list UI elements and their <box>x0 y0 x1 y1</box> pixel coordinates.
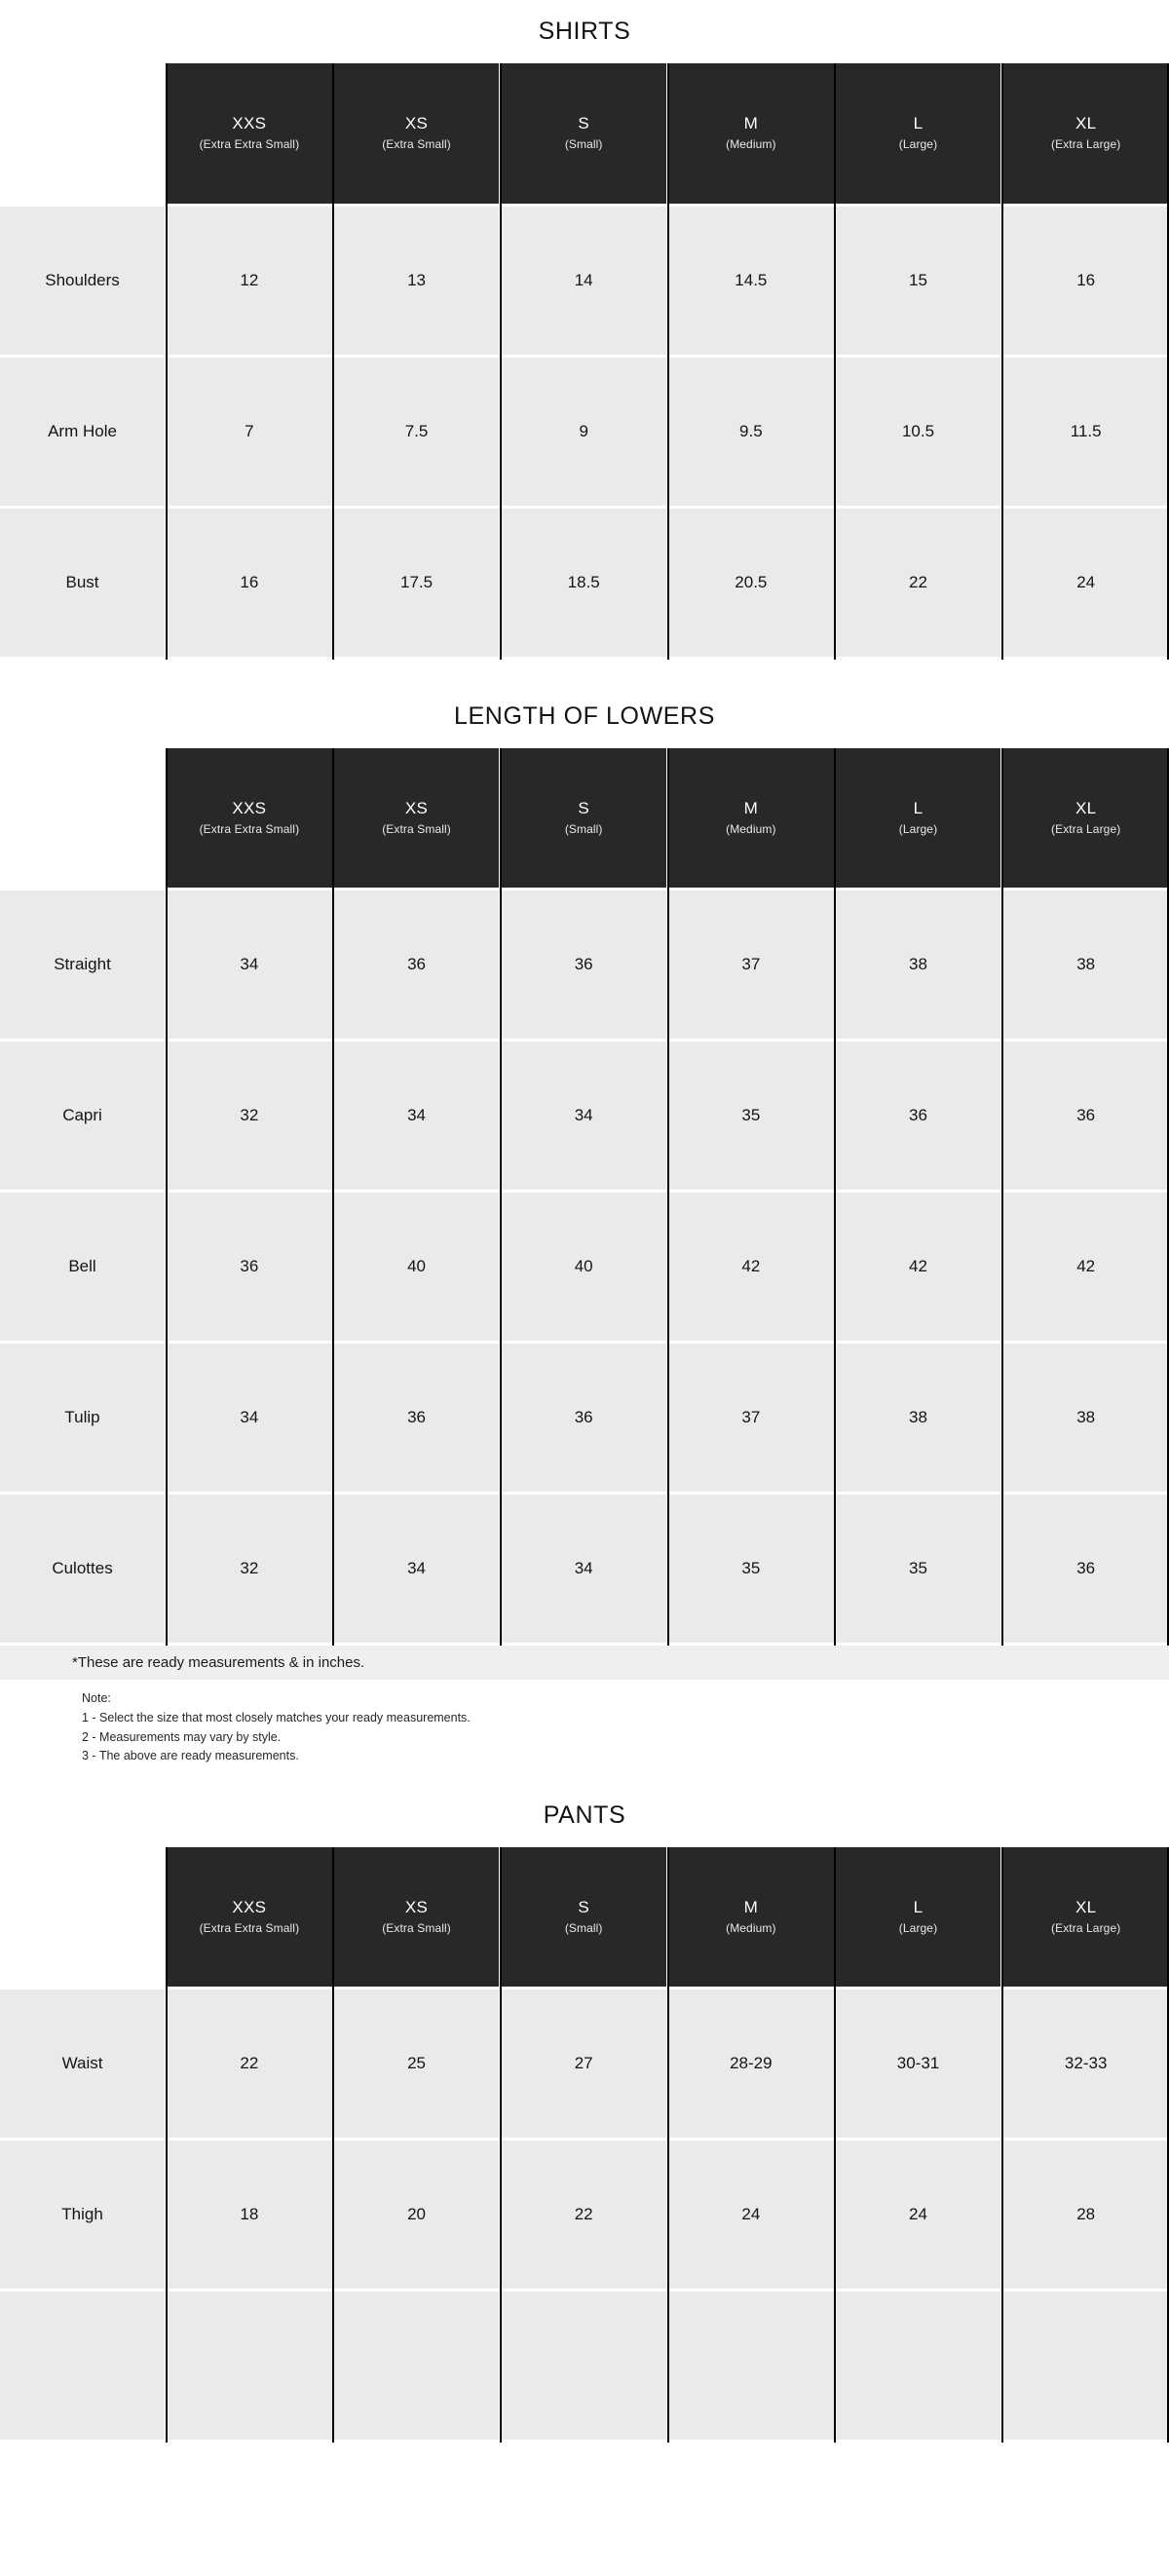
section-length-of-lowers <box>0 702 1169 1647</box>
cell-value: 28 <box>1001 2140 1169 2291</box>
size-full: (Medium) <box>726 1920 776 1935</box>
table-header-shirts <box>0 63 1169 205</box>
cell-value: 34 <box>500 1041 667 1192</box>
section-pants <box>0 1801 1169 2443</box>
table-corner-cell <box>0 1847 166 1989</box>
cell-value: 32-33 <box>1001 1989 1169 2140</box>
cell-value: 38 <box>835 1343 1002 1494</box>
cell-value: 34 <box>500 1494 667 1645</box>
table-row <box>0 205 1169 356</box>
size-full: (Extra Small) <box>382 1920 451 1935</box>
table-row <box>0 1989 1169 2140</box>
size-full: (Extra Extra Small) <box>199 821 300 836</box>
table-row <box>0 356 1169 507</box>
size-full: (Medium) <box>726 821 776 836</box>
table-header-row <box>0 63 1169 205</box>
cell-value: 36 <box>333 1343 501 1494</box>
row-label: Arm Hole <box>0 356 166 507</box>
notes-block <box>0 1680 1169 1766</box>
cell-value: 27 <box>500 1989 667 2140</box>
size-table-pants <box>0 1847 1169 2443</box>
table-wrapper-length-of-lowers <box>0 748 1169 1647</box>
cell-value: 36 <box>835 1041 1002 1192</box>
size-full: (Extra Extra Small) <box>199 137 300 152</box>
cell-value: 36 <box>333 890 501 1041</box>
cell-value: 24 <box>835 2140 1002 2291</box>
cell-value: 34 <box>333 1494 501 1645</box>
row-label: Bell <box>0 1192 166 1343</box>
row-label: Bust <box>0 507 166 658</box>
size-full: (Medium) <box>726 137 776 152</box>
cell-value: 37 <box>667 1343 835 1494</box>
note-line-3: 3 - The above are ready measurements. <box>82 1749 299 1763</box>
size-full: (Small) <box>564 137 603 152</box>
size-header-m <box>667 63 835 205</box>
size-header-l <box>835 1847 1002 1989</box>
size-abbr: XS <box>404 798 429 817</box>
row-label: Culottes <box>0 1494 166 1645</box>
cell-value: 38 <box>1001 1343 1169 1494</box>
cell-value: 34 <box>166 890 333 1041</box>
row-label: Thigh <box>0 2140 166 2291</box>
cell-value: 40 <box>333 1192 501 1343</box>
cell-value: 35 <box>667 1041 835 1192</box>
cell-value: 24 <box>1001 507 1169 658</box>
cell-value: 42 <box>1001 1192 1169 1343</box>
table-header-length-of-lowers <box>0 748 1169 890</box>
size-header-xs <box>333 748 501 890</box>
note-line-2: 2 - Measurements may vary by style. <box>82 1729 282 1744</box>
cell-value: 32 <box>166 1494 333 1645</box>
size-abbr: XXS <box>232 798 267 817</box>
size-abbr: XXS <box>232 114 267 133</box>
size-header-s <box>500 748 667 890</box>
cell-value: 42 <box>835 1192 1002 1343</box>
size-full: (Extra Small) <box>382 137 451 152</box>
size-abbr: S <box>578 1897 589 1916</box>
size-table-shirts <box>0 63 1169 660</box>
cell-value: 36 <box>1001 1494 1169 1645</box>
section-title-pants: PANTS <box>543 1800 626 1829</box>
cell-value: 14 <box>500 205 667 356</box>
size-table-length-of-lowers <box>0 748 1169 1647</box>
size-header-xl <box>1001 63 1169 205</box>
size-full: (Large) <box>898 821 938 836</box>
cell-value: 9.5 <box>667 356 835 507</box>
size-full: (Small) <box>564 1920 603 1935</box>
cell-value: 35 <box>667 1494 835 1645</box>
cell-value: 36 <box>166 1192 333 1343</box>
table-corner-cell <box>0 748 166 890</box>
cell-value: 15 <box>835 205 1002 356</box>
cell-value: 7 <box>166 356 333 507</box>
section-shirts <box>0 18 1169 660</box>
size-header-m <box>667 748 835 890</box>
table-row <box>0 1041 1169 1192</box>
cell-value: 28-29 <box>667 1989 835 2140</box>
section-title-shirts: SHIRTS <box>538 18 631 45</box>
size-header-xxs <box>166 1847 333 1989</box>
cell-value: 10.5 <box>835 356 1002 507</box>
size-header-s <box>500 63 667 205</box>
table-header-row <box>0 1847 1169 1989</box>
cell-value: 32 <box>166 1041 333 1192</box>
row-label: Shoulders <box>0 205 166 356</box>
table-body-pants <box>0 1989 1169 2442</box>
cell-value: 24 <box>667 2140 835 2291</box>
cell-value: 38 <box>835 890 1002 1041</box>
size-header-xs <box>333 1847 501 1989</box>
cell-value: 22 <box>835 507 1002 658</box>
cell-value: 42 <box>667 1192 835 1343</box>
notes-heading: Note: <box>82 1691 111 1705</box>
table-body-length-of-lowers <box>0 890 1169 1645</box>
size-full: (Extra Large) <box>1051 821 1121 836</box>
cell-value: 34 <box>333 1041 501 1192</box>
table-row <box>0 890 1169 1041</box>
table-row <box>0 1343 1169 1494</box>
size-header-l <box>835 748 1002 890</box>
section-title-length-of-lowers: LENGTH OF LOWERS <box>454 701 715 730</box>
table-header-pants <box>0 1847 1169 1989</box>
size-abbr: XL <box>1075 114 1097 133</box>
cell-value: 22 <box>500 2140 667 2291</box>
table-header-row <box>0 748 1169 890</box>
cell-value: 16 <box>166 507 333 658</box>
size-abbr: XS <box>404 1897 429 1916</box>
cell-value: 20.5 <box>667 507 835 658</box>
table-wrapper-shirts <box>0 63 1169 660</box>
cell-value: 16 <box>1001 205 1169 356</box>
cell-value <box>835 2291 1002 2442</box>
size-full: (Large) <box>898 137 938 152</box>
size-abbr: XXS <box>232 1897 267 1916</box>
cell-value: 11.5 <box>1001 356 1169 507</box>
size-full: (Small) <box>564 821 603 836</box>
cell-value <box>1001 2291 1169 2442</box>
table-row <box>0 507 1169 658</box>
size-full: (Extra Large) <box>1051 1920 1121 1935</box>
cell-value: 25 <box>333 1989 501 2140</box>
size-abbr: S <box>578 798 589 817</box>
size-header-xl <box>1001 748 1169 890</box>
size-header-xs <box>333 63 501 205</box>
cell-value <box>667 2291 835 2442</box>
note-line-1: 1 - Select the size that most closely matches your ready measurements. <box>82 1711 471 1725</box>
size-header-m <box>667 1847 835 1989</box>
cell-value: 13 <box>333 205 501 356</box>
cell-value: 34 <box>166 1343 333 1494</box>
size-abbr: M <box>743 798 759 817</box>
cell-value: 30-31 <box>835 1989 1002 2140</box>
size-full: (Extra Extra Small) <box>199 1920 300 1935</box>
cell-value: 22 <box>166 1989 333 2140</box>
cell-value: 20 <box>333 2140 501 2291</box>
size-header-xxs <box>166 748 333 890</box>
size-header-s <box>500 1847 667 1989</box>
size-header-l <box>835 63 1002 205</box>
size-header-xxs <box>166 63 333 205</box>
size-abbr: M <box>743 114 759 133</box>
table-corner-cell <box>0 63 166 205</box>
table-body-shirts <box>0 205 1169 658</box>
cell-value: 36 <box>1001 1041 1169 1192</box>
table-row <box>0 2291 1169 2442</box>
cell-value: 36 <box>500 890 667 1041</box>
table-wrapper-pants <box>0 1847 1169 2443</box>
size-full: (Large) <box>898 1920 938 1935</box>
size-header-xl <box>1001 1847 1169 1989</box>
cell-value: 9 <box>500 356 667 507</box>
size-abbr: XS <box>404 114 429 133</box>
ready-measurements-note: *These are ready measurements & in inches. <box>0 1646 1169 1680</box>
table-row <box>0 2140 1169 2291</box>
cell-value: 40 <box>500 1192 667 1343</box>
cell-value: 12 <box>166 205 333 356</box>
cell-value: 17.5 <box>333 507 501 658</box>
table-row <box>0 1494 1169 1645</box>
cell-value <box>333 2291 501 2442</box>
cell-value: 7.5 <box>333 356 501 507</box>
size-abbr: XL <box>1075 798 1097 817</box>
size-abbr: L <box>913 798 924 817</box>
cell-value: 18.5 <box>500 507 667 658</box>
cell-value: 36 <box>500 1343 667 1494</box>
row-label: Capri <box>0 1041 166 1192</box>
size-abbr: XL <box>1075 1897 1097 1916</box>
row-label: Tulip <box>0 1343 166 1494</box>
cell-value: 14.5 <box>667 205 835 356</box>
row-label <box>0 2291 166 2442</box>
size-abbr: S <box>578 114 589 133</box>
size-abbr: M <box>743 1897 759 1916</box>
row-label: Waist <box>0 1989 166 2140</box>
cell-value: 37 <box>667 890 835 1041</box>
size-abbr: L <box>913 114 924 133</box>
row-label: Straight <box>0 890 166 1041</box>
cell-value: 35 <box>835 1494 1002 1645</box>
table-row <box>0 1192 1169 1343</box>
size-full: (Extra Small) <box>382 821 451 836</box>
cell-value <box>500 2291 667 2442</box>
cell-value <box>166 2291 333 2442</box>
size-full: (Extra Large) <box>1051 137 1121 152</box>
cell-value: 18 <box>166 2140 333 2291</box>
cell-value: 38 <box>1001 890 1169 1041</box>
size-abbr: L <box>913 1897 924 1916</box>
